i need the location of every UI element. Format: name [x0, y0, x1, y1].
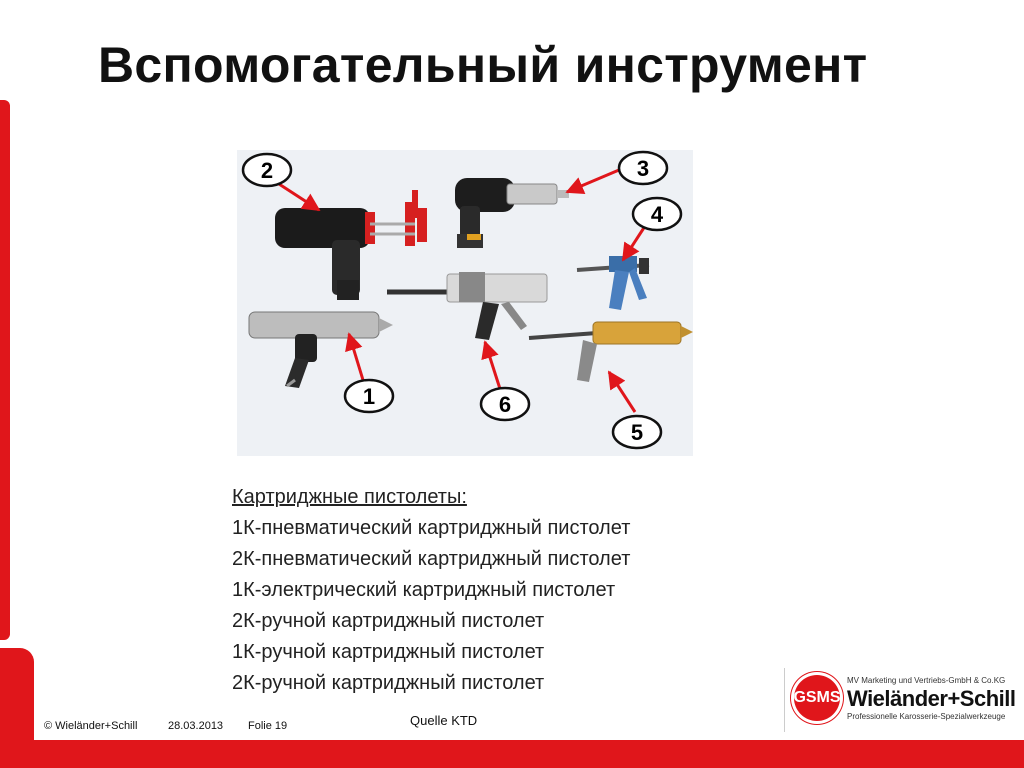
logo-tagline-bottom: Professionelle Karosserie-Spezialwerkzeuge — [847, 712, 1006, 721]
callout-6 — [481, 388, 529, 420]
caption-item-6: 2К-ручной картриджный пистолет — [232, 672, 545, 694]
caption-heading: Картриджные пистолеты: — [232, 486, 467, 508]
callout-2 — [243, 154, 291, 186]
left-accent-bar — [0, 100, 10, 640]
caption-item-4: 2К-ручной картриджный пистолет — [232, 610, 545, 632]
tool-4-manual-2k-gun — [577, 256, 649, 310]
slide-title: Вспомогательный инструмент — [98, 37, 868, 93]
footer-copyright: © Wieländer+Schill — [44, 720, 138, 732]
footer-date: 28.03.2013 — [168, 720, 224, 732]
tool-6-manual-2k-dispenser — [387, 272, 547, 340]
callout-5-label: 5 — [630, 420, 644, 445]
callout-3-label: 3 — [636, 156, 650, 181]
source-note: Quelle KTD — [410, 713, 478, 728]
callout-5 — [613, 416, 661, 448]
callout-2-label: 2 — [260, 158, 274, 183]
tool-2-pneumatic-2k-gun — [275, 202, 427, 300]
caption-item-5: 1К-ручной картриджный пистолет — [232, 641, 545, 663]
callout-3 — [619, 152, 667, 184]
logo-monogram: GSMS — [791, 672, 843, 724]
callout-1-label: 1 — [362, 384, 376, 409]
bottom-accent-bar — [0, 740, 1024, 768]
caption-item-1: 1К-пневматический картриджный пистолет — [232, 517, 631, 539]
footer-slide-number: Folie 19 — [248, 720, 288, 732]
cartridge-guns-illustration — [237, 150, 693, 456]
logo-tagline-top: MV Marketing und Vertriebs-GmbH & Co.KG — [847, 676, 1006, 685]
caption-list — [232, 482, 630, 699]
callout-6-label: 6 — [498, 392, 512, 417]
callout-4-label: 4 — [650, 202, 664, 227]
left-accent-tab — [0, 648, 34, 740]
product-photo — [237, 150, 693, 456]
logo-name: Wieländer+Schill — [847, 686, 1016, 711]
callout-4 — [633, 198, 681, 230]
caption-item-3: 1К-электрический картриджный пистолет — [232, 579, 616, 601]
tool-3-electric-gun — [412, 178, 569, 248]
tool-1-pneumatic-1k-gun — [249, 312, 393, 388]
callout-1 — [345, 380, 393, 412]
caption-item-2: 2К-пневматический картриджный пистолет — [232, 548, 631, 570]
company-logo — [784, 668, 1016, 732]
